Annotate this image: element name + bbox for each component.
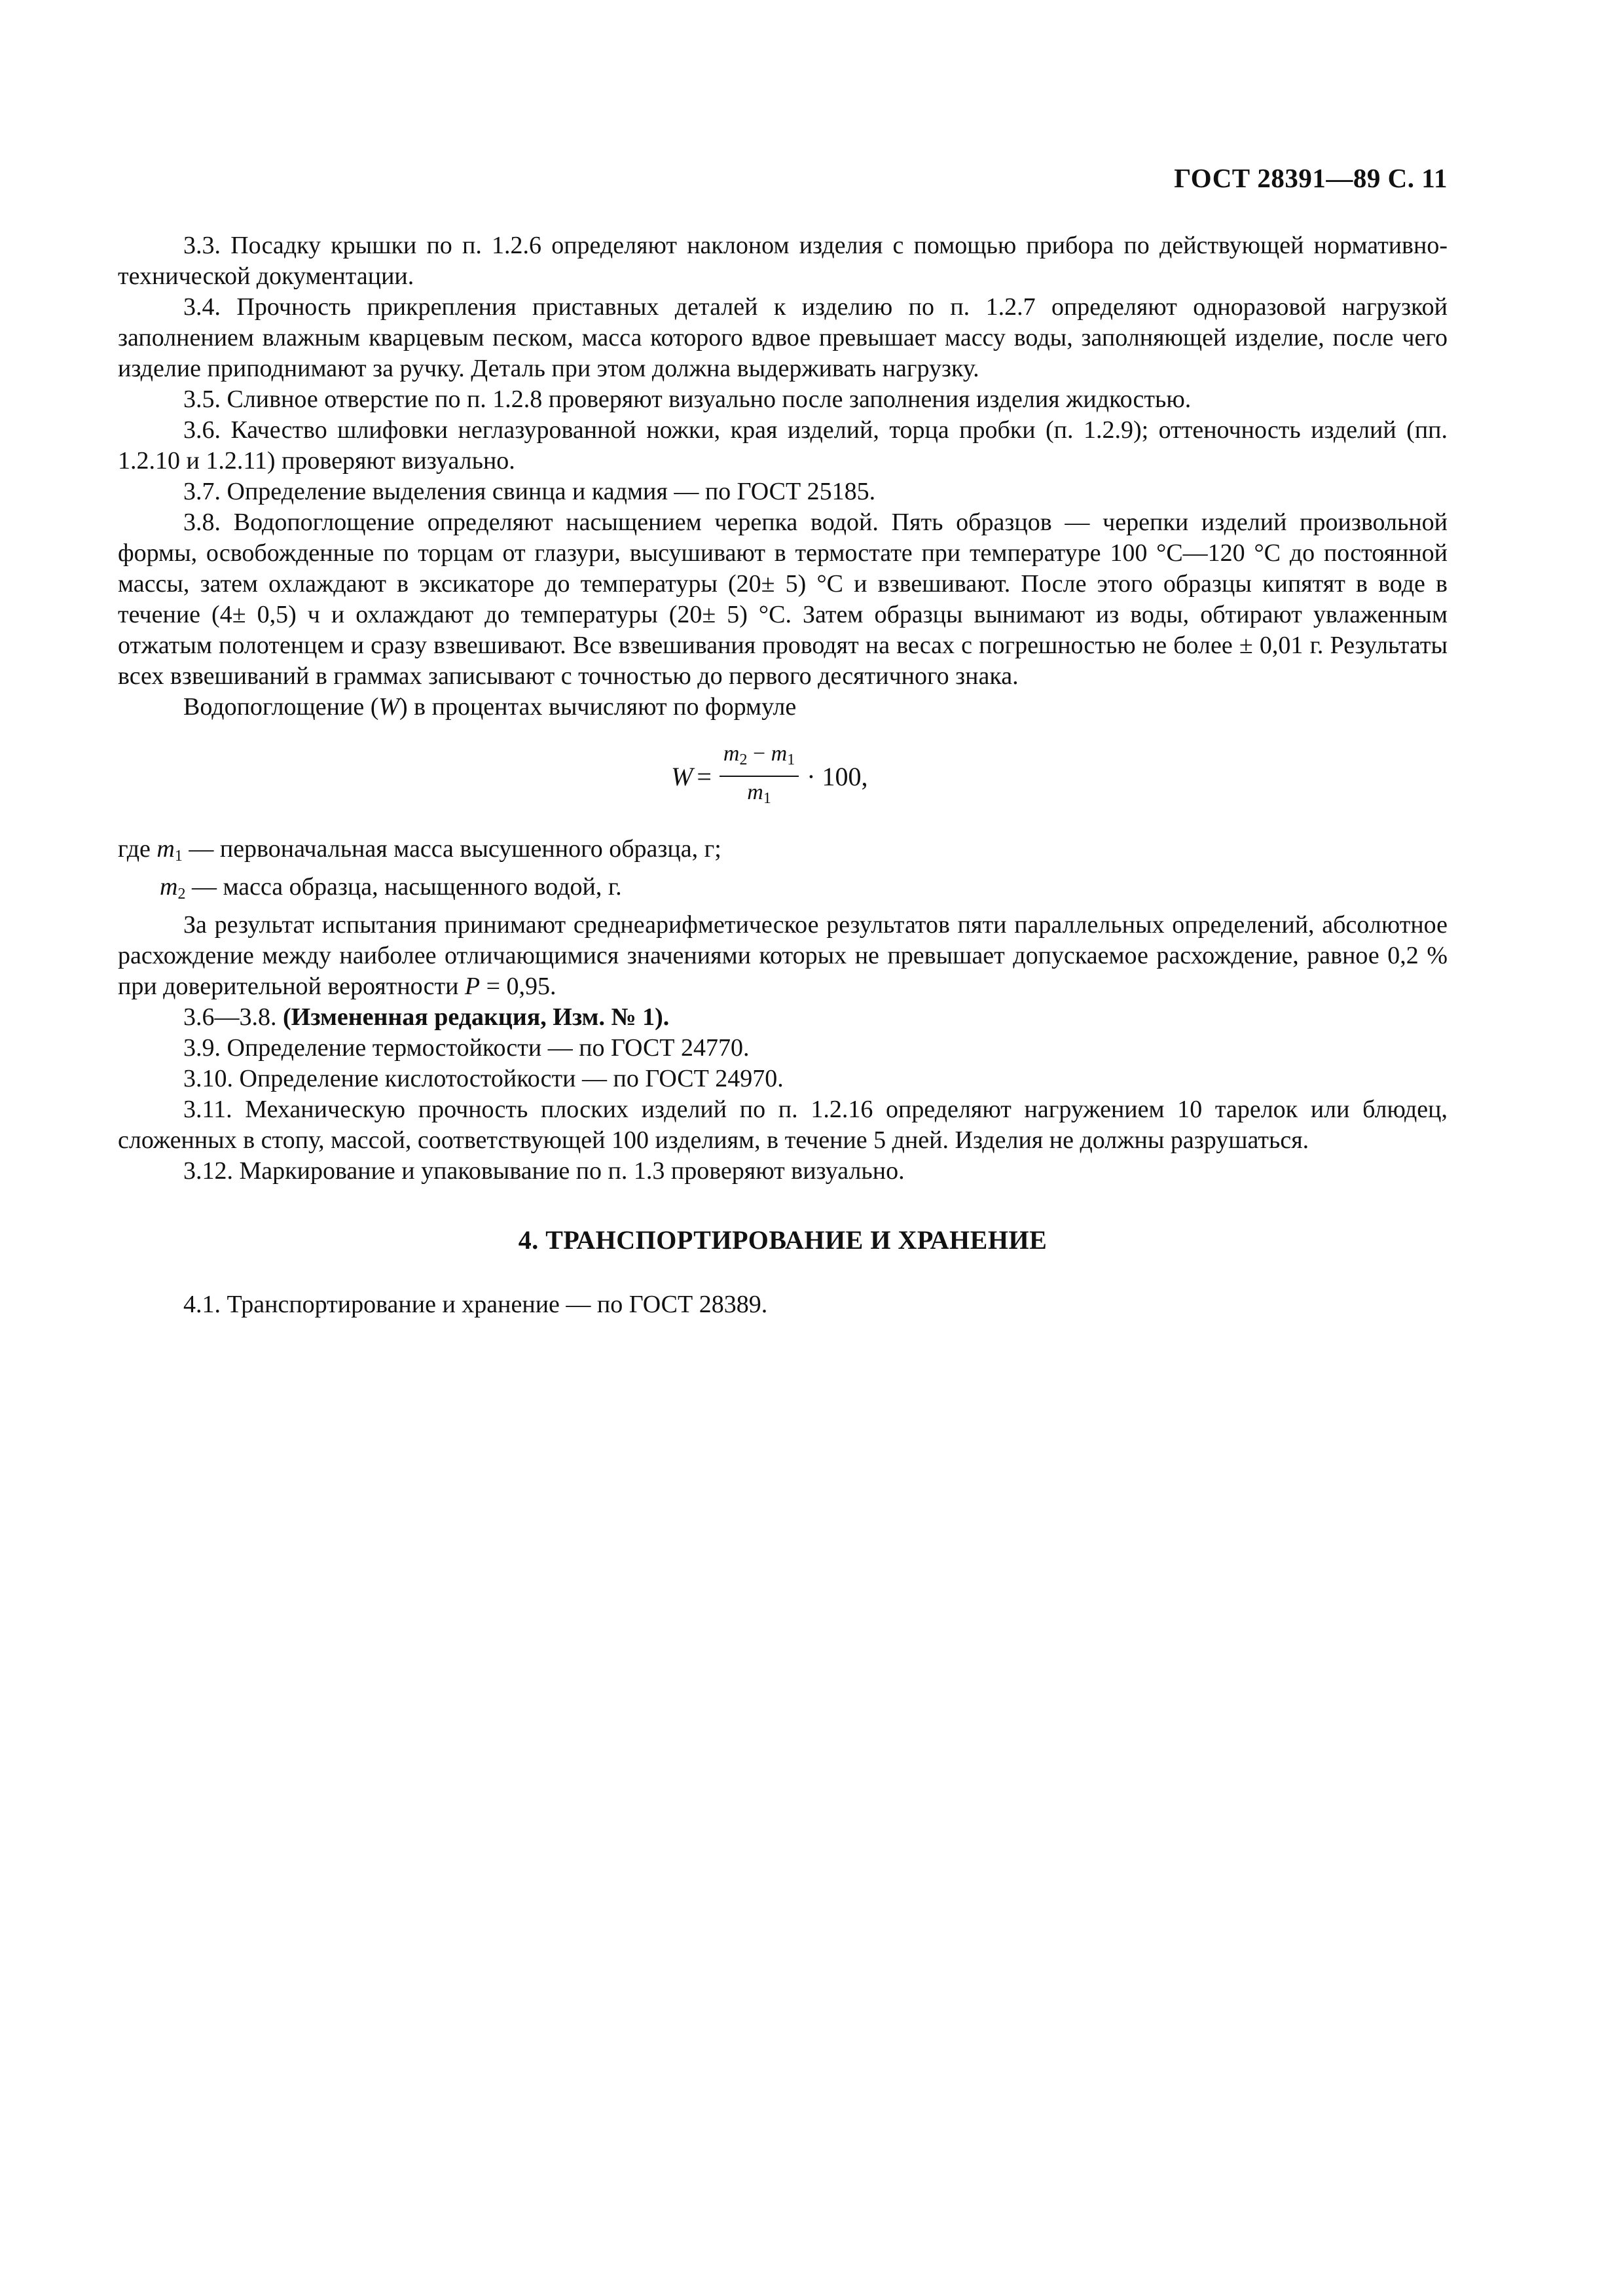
- result-text-b: = 0,95.: [480, 973, 556, 1000]
- formula-intro: [118, 692, 1448, 723]
- numerator-sub-b: 1: [787, 751, 795, 768]
- where-m1-sub: 1: [174, 848, 183, 865]
- clause-3-12: 3.12. Маркирование и упаковывание по п. 1.3 проверяют визуально.: [183, 1157, 905, 1185]
- formula-numerator: [720, 741, 799, 777]
- clause-3-5: 3.5. Сливное отверстие по п. 1.2.8 проверяют визуально после заполнения изделия жидкостью.: [183, 386, 1192, 413]
- formula-intro-variable: W: [378, 693, 400, 721]
- numerator-sub-a: 2: [739, 751, 748, 768]
- clause-4-1: 4.1. Транспортирование и хранение — по ГОСТ 28389.: [183, 1291, 768, 1318]
- formula-intro-text-a: Водопоглощение (: [183, 693, 379, 721]
- formula-expression: [671, 741, 868, 812]
- clause-3-3: 3.3. Посадку крышки по п. 1.2.6 определяют наклоном изделия с помощью прибора по действующей нормативно-технической документации.: [118, 232, 1448, 290]
- formula-intro-text-b: ) в процентах вычисляют по формуле: [399, 693, 797, 721]
- result-paragraph: [118, 910, 1448, 1002]
- amendment-note: [118, 1002, 1448, 1033]
- clause-3-6: 3.6. Качество шлифовки неглазурованной ножки, края изделий, торца пробки (п. 1.2.9); оттеночность изделий (пп. 1.2.10 и 1.2.11) проверяют визуально.: [118, 416, 1448, 475]
- numerator-var-b: m: [771, 742, 788, 766]
- denominator-sub: 1: [763, 790, 771, 807]
- body-text: [118, 230, 1448, 1320]
- formula-tail: · 100,: [807, 761, 868, 791]
- where-m1-text: — первоначальная масса высушенного образца, г;: [182, 835, 721, 863]
- water-absorption-formula: [118, 734, 1448, 826]
- clause-3-9: 3.9. Определение термостойкости — по ГОСТ 24770.: [183, 1034, 750, 1062]
- amendment-text: (Измененная редакция, Изм. № 1).: [283, 1003, 670, 1031]
- numerator-var-a: m: [723, 742, 740, 766]
- formula-equals: =: [697, 761, 712, 791]
- where-prefix: где: [118, 835, 157, 863]
- section-4-title: 4. ТРАНСПОРТИРОВАНИЕ И ХРАНЕНИЕ: [518, 1225, 1048, 1255]
- clause-3-7: 3.7. Определение выделения свинца и кадмия — по ГОСТ 25185.: [183, 478, 876, 505]
- result-variable: P: [464, 973, 481, 1000]
- result-text-a: За результат испытания принимают среднеарифметическое результатов пяти параллельных определений, абсолютное расхождение между наиболее отличающимися значениями которых не превышает допускаемое расхождение, равное 0,2 % при доверительной вероятности: [118, 911, 1448, 1000]
- denominator-var: m: [747, 780, 763, 804]
- where-m2-text: — масса образца, насыщенного водой, г.: [185, 873, 622, 901]
- amendment-range: 3.6—3.8.: [183, 1003, 283, 1031]
- formula-where-m2: [118, 872, 1448, 910]
- formula-denominator: [747, 777, 771, 812]
- formula-lhs: W: [671, 761, 693, 791]
- where-m2-var: m: [160, 873, 178, 901]
- clause-3-4: 3.4. Прочность прикрепления приставных деталей к изделию по п. 1.2.7 определяют одноразовой нагрузкой заполнением влажным кварцевым песком, масса которого вдвое превышает массу воды, заполняющей изделие, после чего изделие приподнимают за ручку. Деталь при этом должна выдерживать нагрузку.: [118, 293, 1448, 382]
- clause-3-8: 3.8. Водопоглощение определяют насыщением черепка водой. Пять образцов — черепки изделий произвольной формы, освобожденные по торцам от глазури, высушивают в термостате при температуре 100 °С—120 °С до постоянной массы, затем охлаждают в эксикаторе до температуры (20± 5) °С и взвешивают. После этого образцы кипятят в воде в течение (4± 0,5) ч и охлаждают до температуры (20± 5) °С. Затем образцы вынимают из воды, обтирают увлаженным отжатым полотенцем и сразу взвешивают. Все взвешивания проводят на весах с погрешностью не более ± 0,01 г. Результаты всех взвешиваний в граммах записывают с точностью до первого десятичного знака.: [118, 509, 1448, 690]
- numerator-minus: −: [747, 742, 771, 766]
- clause-3-10: 3.10. Определение кислотостойкости — по ГОСТ 24970.: [183, 1065, 784, 1092]
- formula-where-m1: [118, 834, 1448, 872]
- where-m1-var: m: [156, 835, 175, 863]
- clause-3-11: 3.11. Механическую прочность плоских изделий по п. 1.2.16 определяют нагружением 10 тарелок или блюдец, сложенных в стопу, массой, соответствующей 100 изделиям, в течение 5 дней. Изделия не должны разрушаться.: [118, 1096, 1448, 1154]
- formula-fraction: [720, 741, 799, 812]
- running-header: ГОСТ 28391—89 С. 11: [1174, 163, 1448, 193]
- where-m2-sub: 2: [177, 886, 186, 903]
